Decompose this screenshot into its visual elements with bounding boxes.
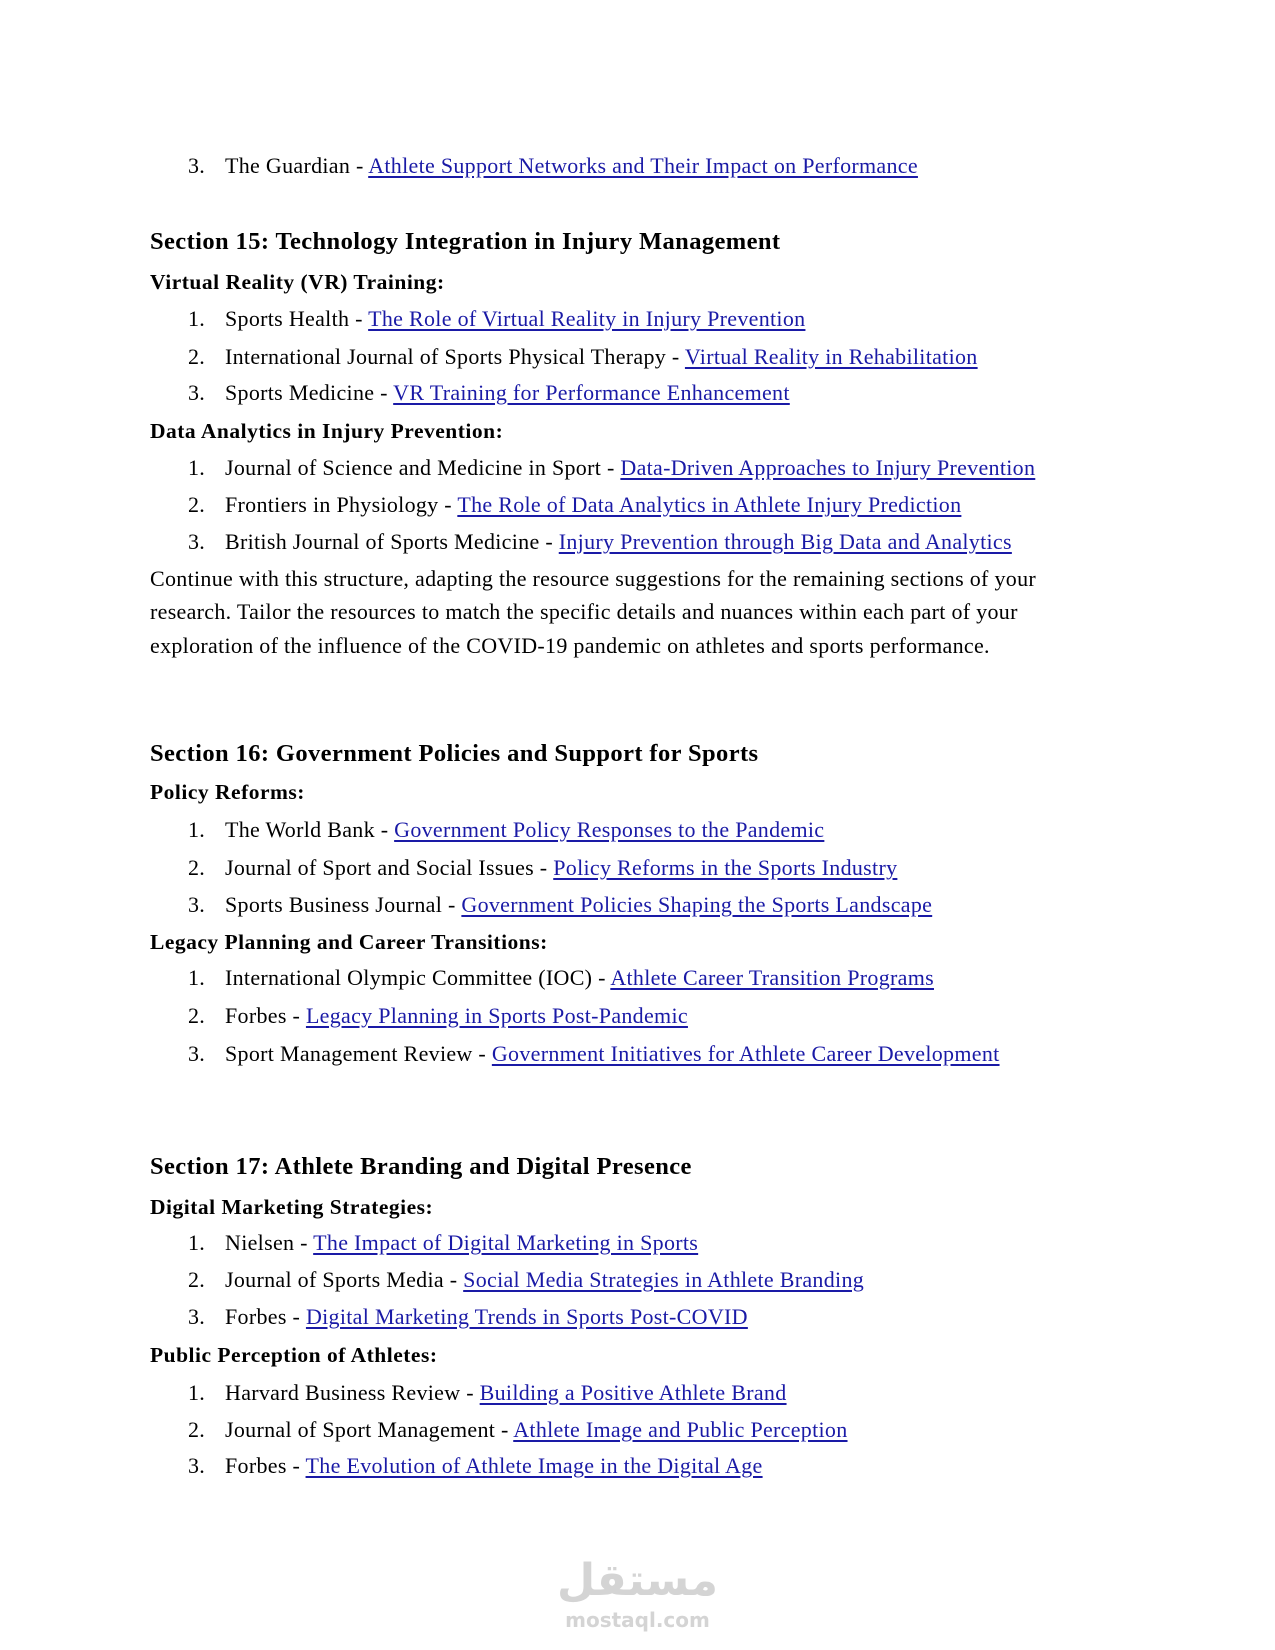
list-item xyxy=(188,1041,1000,1067)
item-number: 1. xyxy=(188,306,206,331)
item-separator: - xyxy=(472,1041,492,1066)
watermark-url: mostaql.com xyxy=(565,1608,710,1632)
list-item xyxy=(188,344,978,370)
item-link[interactable]: Virtual Reality in Rehabilitation xyxy=(684,344,978,369)
item-link[interactable]: Government Policies Shaping the Sports Landscape xyxy=(461,892,933,917)
item-link[interactable]: Injury Prevention through Big Data and Analytics xyxy=(558,529,1012,554)
item-number: 2. xyxy=(188,1417,206,1442)
item-source: Journal of Science and Medicine in Sport xyxy=(225,455,602,480)
item-source: Forbes xyxy=(225,1304,287,1329)
item-number: 3. xyxy=(188,1453,206,1478)
item-link[interactable]: Social Media Strategies in Athlete Branding xyxy=(463,1267,865,1292)
section-heading xyxy=(150,229,780,255)
list-item xyxy=(188,892,932,918)
item-source: Forbes xyxy=(225,1453,287,1478)
section-heading xyxy=(150,1154,692,1180)
paragraph-line xyxy=(150,633,990,659)
item-separator: - xyxy=(294,1230,314,1255)
item-number: 1. xyxy=(188,965,206,990)
section-title: Section 17: Athlete Branding and Digital Presence xyxy=(150,1153,692,1180)
item-link[interactable]: Athlete Support Networks and Their Impact on Performance xyxy=(368,153,918,178)
item-number: 3. xyxy=(188,892,206,917)
item-separator: - xyxy=(666,344,685,369)
item-separator: - xyxy=(286,1003,306,1028)
paragraph-line xyxy=(150,599,1018,625)
item-number: 2. xyxy=(188,1003,206,1028)
list-item xyxy=(188,380,790,406)
item-source: Sport Management Review xyxy=(225,1041,473,1066)
item-link[interactable]: Data-Driven Approaches to Injury Prevention xyxy=(620,455,1036,480)
list-item xyxy=(188,1230,698,1256)
watermark-logo: مستقل xyxy=(557,1555,718,1606)
item-number: 2. xyxy=(188,855,206,880)
list-item xyxy=(188,153,918,179)
item-link[interactable]: Athlete Career Transition Programs xyxy=(610,965,934,990)
section-title: Section 16: Government Policies and Support for Sports xyxy=(150,740,759,767)
item-source: Frontiers in Physiology xyxy=(225,492,439,517)
subsection-title: Digital Marketing Strategies: xyxy=(150,1195,434,1219)
item-separator: - xyxy=(460,1380,480,1405)
item-separator: - xyxy=(592,965,611,990)
item-number: 3. xyxy=(188,153,206,178)
item-source: Harvard Business Review xyxy=(225,1380,461,1405)
item-source: International Olympic Committee (IOC) xyxy=(225,965,593,990)
section-heading xyxy=(150,741,758,767)
paragraph-text: exploration of the influence of the COVID-19 pandemic on athletes and sports performance. xyxy=(150,633,990,658)
item-number: 3. xyxy=(188,380,206,405)
item-separator: - xyxy=(349,306,369,331)
list-item xyxy=(188,1380,787,1406)
item-source: Journal of Sport Management xyxy=(225,1417,496,1442)
item-number: 2. xyxy=(188,492,206,517)
list-item xyxy=(188,1304,748,1330)
subsection-heading xyxy=(150,779,305,805)
subsection-title: Legacy Planning and Career Transitions: xyxy=(150,930,548,954)
item-link[interactable]: Policy Reforms in the Sports Industry xyxy=(553,855,898,880)
paragraph-text: Continue with this structure, adapting the resource suggestions for the remaining sections of your xyxy=(150,566,1036,591)
item-link[interactable]: The Role of Virtual Reality in Injury Prevention xyxy=(368,306,806,331)
item-separator: - xyxy=(286,1453,306,1478)
list-item xyxy=(188,529,1012,555)
item-source: Journal of Sport and Social Issues xyxy=(225,855,534,880)
item-number: 2. xyxy=(188,1267,206,1292)
item-number: 1. xyxy=(188,455,206,480)
item-number: 2. xyxy=(188,344,206,369)
item-separator: - xyxy=(350,153,369,178)
item-link[interactable]: Legacy Planning in Sports Post-Pandemic xyxy=(305,1003,688,1028)
subsection-heading xyxy=(150,1194,433,1220)
item-separator: - xyxy=(601,455,621,480)
list-item xyxy=(188,965,934,991)
item-separator: - xyxy=(374,380,394,405)
item-source: Journal of Sports Media xyxy=(225,1267,444,1292)
item-separator: - xyxy=(443,1267,464,1292)
item-link[interactable]: The Impact of Digital Marketing in Sports xyxy=(313,1230,699,1255)
subsection-title: Data Analytics in Injury Prevention: xyxy=(150,419,504,443)
item-link[interactable]: Government Policy Responses to the Pandemic xyxy=(394,817,825,842)
item-separator: - xyxy=(442,892,462,917)
paragraph-line xyxy=(150,566,1036,592)
item-separator: - xyxy=(438,492,458,517)
item-separator: - xyxy=(539,529,559,554)
list-item xyxy=(188,1453,763,1479)
item-source: Sports Health xyxy=(225,306,350,331)
list-item xyxy=(188,306,805,332)
item-number: 3. xyxy=(188,1041,206,1066)
subsection-heading xyxy=(150,1342,438,1368)
section-title: Section 15: Technology Integration in Injury Management xyxy=(150,228,781,255)
item-source: British Journal of Sports Medicine xyxy=(225,529,540,554)
item-source: The Guardian xyxy=(225,153,351,178)
item-source: Forbes xyxy=(225,1003,287,1028)
subsection-heading xyxy=(150,418,503,444)
subsection-title: Policy Reforms: xyxy=(150,780,305,804)
item-source: The World Bank xyxy=(225,817,375,842)
item-separator: - xyxy=(286,1304,306,1329)
item-source: Nielsen xyxy=(225,1230,295,1255)
subsection-title: Public Perception of Athletes: xyxy=(150,1343,438,1367)
subsection-title: Virtual Reality (VR) Training: xyxy=(150,270,445,294)
item-number: 1. xyxy=(188,817,206,842)
item-link[interactable]: Digital Marketing Trends in Sports Post-COVID xyxy=(305,1304,748,1329)
list-item xyxy=(188,492,961,518)
item-link[interactable]: The Evolution of Athlete Image in the Digital Age xyxy=(305,1453,763,1478)
item-link[interactable]: The Role of Data Analytics in Athlete Injury Prediction xyxy=(457,492,962,517)
item-number: 1. xyxy=(188,1230,206,1255)
item-number: 3. xyxy=(188,1304,206,1329)
item-separator: - xyxy=(374,817,395,842)
item-link[interactable]: Athlete Image and Public Perception xyxy=(513,1417,848,1442)
list-item xyxy=(188,1417,848,1443)
list-item xyxy=(188,455,1035,481)
item-link[interactable]: VR Training for Performance Enhancement xyxy=(393,380,790,405)
item-separator: - xyxy=(495,1417,514,1442)
list-item xyxy=(188,855,897,881)
item-number: 3. xyxy=(188,529,206,554)
item-source: International Journal of Sports Physical Therapy xyxy=(225,344,667,369)
subsection-heading xyxy=(150,269,445,295)
item-separator: - xyxy=(534,855,554,880)
item-link[interactable]: Government Initiatives for Athlete Career Development xyxy=(491,1041,1000,1066)
item-source: Sports Business Journal xyxy=(225,892,443,917)
list-item xyxy=(188,1267,864,1293)
list-item xyxy=(188,817,824,843)
item-link[interactable]: Building a Positive Athlete Brand xyxy=(479,1380,787,1405)
list-item xyxy=(188,1003,688,1029)
subsection-heading xyxy=(150,929,548,955)
item-source: Sports Medicine xyxy=(225,380,375,405)
item-number: 1. xyxy=(188,1380,206,1405)
paragraph-text: research. Tailor the resources to match the specific details and nuances within each part of your xyxy=(150,599,1018,624)
